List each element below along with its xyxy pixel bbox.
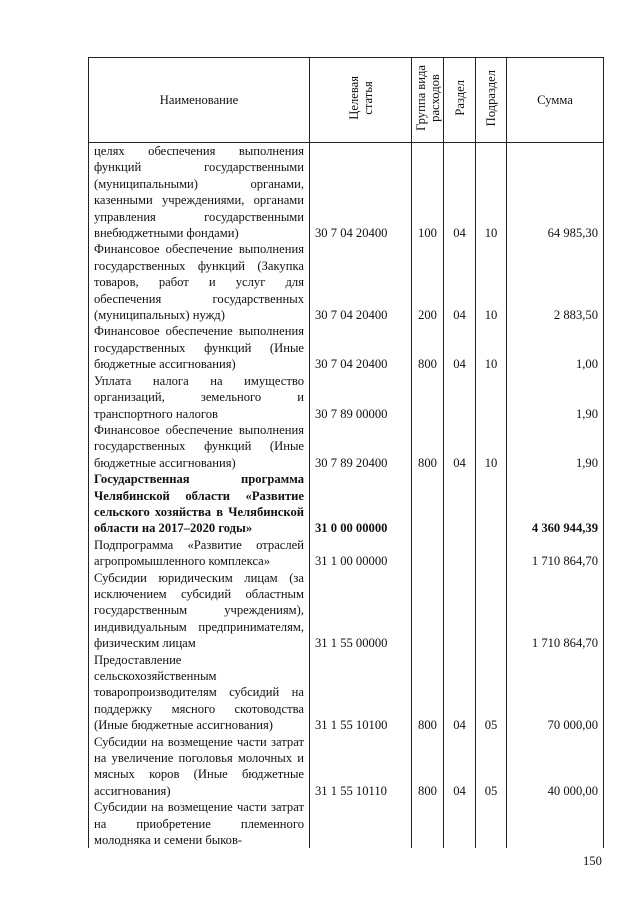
cell-section: 04 xyxy=(444,652,476,734)
cell-section: 04 xyxy=(444,241,476,323)
cell-section xyxy=(444,373,476,422)
table-row xyxy=(89,373,604,422)
cell-target-article: 30 7 04 20400 xyxy=(310,241,412,323)
cell-target-article: 30 7 89 00000 xyxy=(310,373,412,422)
cell-sum xyxy=(507,799,604,848)
cell-expense-group xyxy=(412,373,444,422)
cell-target-article: 30 7 04 20400 xyxy=(310,323,412,372)
cell-section xyxy=(444,471,476,537)
cell-sum: 70 000,00 xyxy=(507,652,604,734)
cell-expense-group: 800 xyxy=(412,652,444,734)
cell-expense-group xyxy=(412,537,444,570)
cell-name: Предоставление сельскохозяйственным товаропроизводителям субсидий на поддержку мясного скотоводства (Иные бюджетные ассигнования) xyxy=(89,652,310,734)
cell-sum: 1,00 xyxy=(507,323,604,372)
cell-subsection xyxy=(476,799,507,848)
cell-subsection: 05 xyxy=(476,652,507,734)
cell-target-article: 31 1 55 10100 xyxy=(310,652,412,734)
page-number: 150 xyxy=(583,854,602,868)
cell-name: Финансовое обеспечение выполнения государственных функций (Закупка товаров, работ и услуг для обеспечения государственных (муниципальных) нужд) xyxy=(89,241,310,323)
cell-name: Финансовое обеспечение выполнения государственных функций (Иные бюджетные ассигнования) xyxy=(89,323,310,372)
table-row xyxy=(89,422,604,471)
cell-name: целях обеспечения выполнения функций государственными (муниципальными) органами, казенными учреждениями, органами управления государственными внебюджетными фондами) xyxy=(89,143,310,242)
cell-expense-group: 800 xyxy=(412,734,444,800)
cell-target-article: 30 7 89 20400 xyxy=(310,422,412,471)
table-row xyxy=(89,799,604,848)
table-row xyxy=(89,143,604,242)
cell-target-article: 31 1 00 00000 xyxy=(310,537,412,570)
cell-expense-group: 800 xyxy=(412,422,444,471)
cell-sum: 1 710 864,70 xyxy=(507,570,604,652)
header-target-article: Целевая статья xyxy=(310,58,412,143)
cell-sum: 40 000,00 xyxy=(507,734,604,800)
table-header xyxy=(89,58,604,143)
header-name: Наименование xyxy=(89,58,310,143)
cell-section: 04 xyxy=(444,143,476,242)
cell-subsection xyxy=(476,471,507,537)
table-body xyxy=(89,143,604,849)
header-expense-group: Группа вида расходов xyxy=(412,58,444,143)
budget-table xyxy=(88,57,604,848)
cell-target-article: 30 7 04 20400 xyxy=(310,143,412,242)
cell-name: Уплата налога на имущество организаций, земельного и транспортного налогов xyxy=(89,373,310,422)
cell-sum: 1,90 xyxy=(507,422,604,471)
cell-section xyxy=(444,537,476,570)
cell-name: Субсидии на возмещение части затрат на приобретение племенного молодняка и семени быков- xyxy=(89,799,310,848)
cell-name: Субсидии на возмещение части затрат на увеличение поголовья молочных и мясных коров (Иные бюджетные ассигнования) xyxy=(89,734,310,800)
cell-name: Государственная программа Челябинской области «Развитие сельского хозяйства в Челябинской области на 2017–2020 годы» xyxy=(89,471,310,537)
cell-section xyxy=(444,570,476,652)
cell-target-article: 31 0 00 00000 xyxy=(310,471,412,537)
cell-name: Финансовое обеспечение выполнения государственных функций (Иные бюджетные ассигнования) xyxy=(89,422,310,471)
cell-expense-group: 100 xyxy=(412,143,444,242)
cell-expense-group xyxy=(412,799,444,848)
table-row xyxy=(89,652,604,734)
table-row xyxy=(89,241,604,323)
cell-expense-group xyxy=(412,570,444,652)
table-row xyxy=(89,323,604,372)
cell-subsection xyxy=(476,570,507,652)
cell-subsection: 10 xyxy=(476,422,507,471)
cell-target-article xyxy=(310,799,412,848)
cell-subsection: 10 xyxy=(476,143,507,242)
cell-subsection xyxy=(476,537,507,570)
cell-section: 04 xyxy=(444,422,476,471)
header-subsection: Подраздел xyxy=(476,58,507,143)
cell-name: Субсидии юридическим лицам (за исключением субсидий областным государственным учреждениям), индивидуальным предпринимателям, физическим лицам xyxy=(89,570,310,652)
cell-section: 04 xyxy=(444,323,476,372)
cell-expense-group: 800 xyxy=(412,323,444,372)
cell-subsection xyxy=(476,373,507,422)
table-row xyxy=(89,537,604,570)
cell-subsection: 10 xyxy=(476,241,507,323)
cell-expense-group xyxy=(412,471,444,537)
table-row xyxy=(89,734,604,800)
cell-name: Подпрограмма «Развитие отраслей агропромышленного комплекса» xyxy=(89,537,310,570)
cell-section xyxy=(444,799,476,848)
cell-sum: 1,90 xyxy=(507,373,604,422)
cell-sum: 4 360 944,39 xyxy=(507,471,604,537)
cell-target-article: 31 1 55 10110 xyxy=(310,734,412,800)
cell-subsection: 05 xyxy=(476,734,507,800)
cell-subsection: 10 xyxy=(476,323,507,372)
header-sum: Сумма xyxy=(507,58,604,143)
cell-target-article: 31 1 55 00000 xyxy=(310,570,412,652)
cell-sum: 64 985,30 xyxy=(507,143,604,242)
cell-sum: 2 883,50 xyxy=(507,241,604,323)
table-row xyxy=(89,471,604,537)
cell-section: 04 xyxy=(444,734,476,800)
cell-sum: 1 710 864,70 xyxy=(507,537,604,570)
table-row xyxy=(89,570,604,652)
cell-expense-group: 200 xyxy=(412,241,444,323)
header-section: Раздел xyxy=(444,58,476,143)
